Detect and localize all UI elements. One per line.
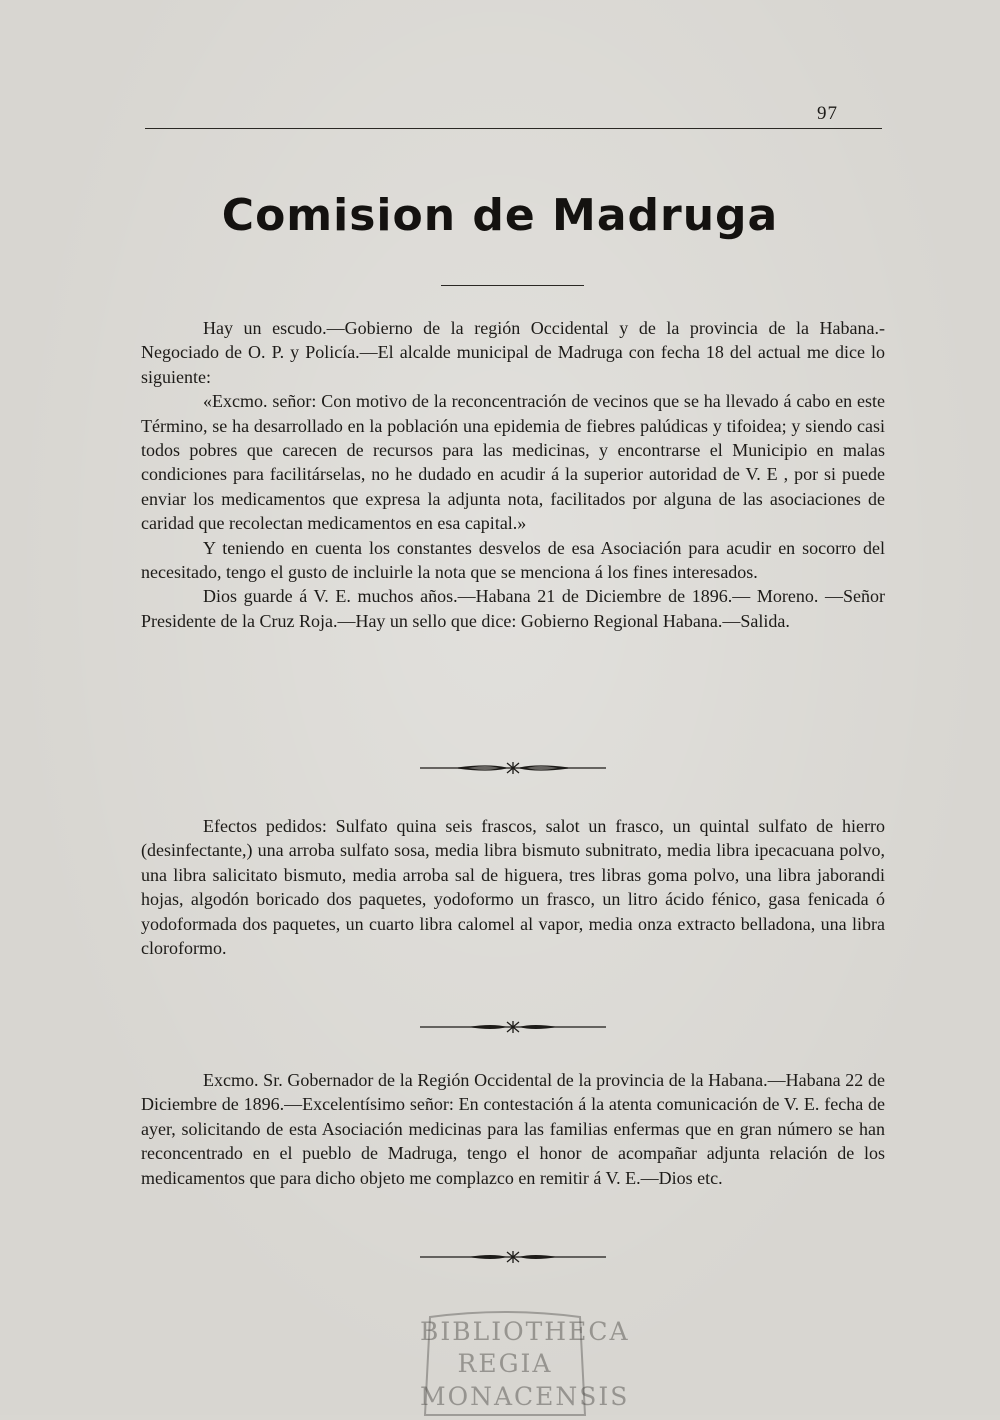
section-request-letter bbox=[141, 316, 885, 633]
stamp-line: MONACENSIS bbox=[420, 1382, 630, 1411]
page-number: 97 bbox=[817, 103, 838, 124]
stamp-line: REGIA bbox=[457, 1349, 553, 1378]
header-rule bbox=[145, 128, 882, 129]
title-rule bbox=[441, 285, 584, 286]
ornament-divider bbox=[418, 761, 608, 775]
paragraph: Hay un escudo.—Gobierno de la región Occidental y de la provincia de la Habana.- Negociado de O. P. y Policía.—El alcalde municipal de Madruga con fecha 18 del actual me dice lo siguiente: bbox=[141, 318, 885, 387]
page-title: Comision de Madruga bbox=[221, 190, 779, 241]
ornament-divider bbox=[418, 1020, 608, 1034]
stamp-line: BIBLIOTHECA bbox=[420, 1317, 630, 1346]
paragraph: Efectos pedidos: Sulfato quina seis frascos, salot un frasco, un quintal sulfato de hierro (desinfectante,) una arroba sulfato sosa, media libra bismuto subnitrato, media libra ipecacuana polvo, una libra salicitato bismuto, media arroba sal de higuera, tres libras goma polvo, una libra jaborandi hojas, algodón boricado dos paquetes, yodoformo un frasco, un litro ácido fénico, gasa fenicada ó yodoformada dos paquetes, un cuarto libra calomel al vapor, media onza extracto belladona, una libra cloroformo. bbox=[141, 816, 885, 959]
paragraph: Y teniendo en cuenta los constantes desvelos de esa Asociación para acudir en socorro del necesitado, tengo el gusto de incluirle la nota que se menciona á los fines interesados. bbox=[141, 537, 885, 583]
section-reply-letter bbox=[141, 1068, 885, 1190]
section-requested-items bbox=[141, 814, 885, 960]
paragraph: Dios guarde á V. E. muchos años.—Habana 21 de Diciembre de 1896.— Moreno. —Señor Presidente de la Cruz Roja.—Hay un sello que dice: Gobierno Regional Habana.—Salida. bbox=[141, 586, 885, 631]
library-stamp bbox=[420, 1305, 630, 1420]
paragraph: Excmo. Sr. Gobernador de la Región Occidental de la provincia de la Habana.—Habana 22 de Diciembre de 1896.—Excelentísimo señor: En contestación á la atenta comunicación de V. E. fecha de ayer, solicitando de esta Asociación medicinas para las familias enfermas que en gran número se han reconcentrado en el pueblo de Madruga, tengo el honor de acompañar adjunta relación de los medicamentos que para dicho objeto me complazco en remitir á V. E.—Dios etc. bbox=[141, 1070, 885, 1188]
ornament-divider bbox=[418, 1250, 608, 1264]
paragraph: «Excmo. señor: Con motivo de la reconcentración de vecinos que se ha llevado á cabo en este Término, se ha desarrollado en la población una epidemia de fiebres palúdicas y tifoidea; y siendo casi todos pobres que carecen de recursos para las medicinas, y encontrarse el Municipio en malas condiciones para facilitárselas, no he dudado en acudir á la superior autoridad de V. E , por si puede enviar los medicamentos que expresa la adjunta nota, facilitados por alguna de las asociaciones de caridad que recolectan medicamentos en esa capital.» bbox=[141, 391, 885, 534]
